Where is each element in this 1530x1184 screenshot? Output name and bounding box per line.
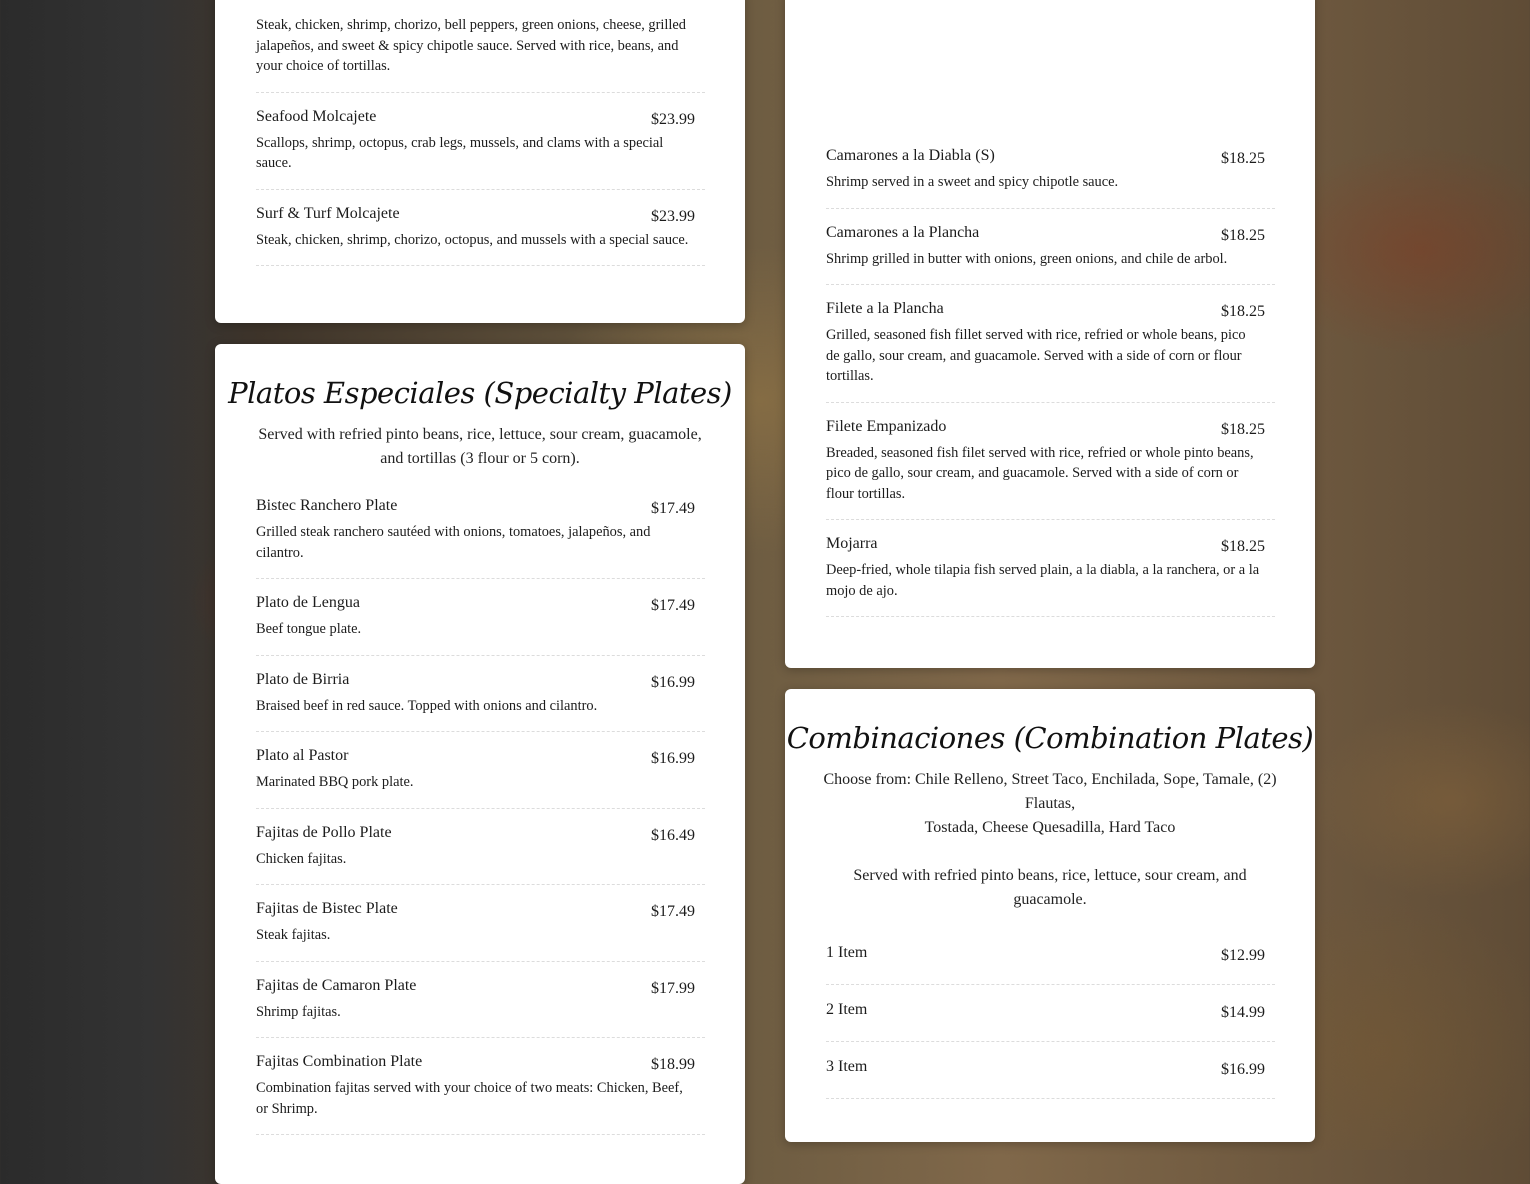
item-price: $16.99 <box>651 750 695 767</box>
item-name: Plato de Birria <box>256 670 350 688</box>
combo-item-list <box>826 928 1275 1099</box>
item-price: $16.49 <box>651 826 695 844</box>
item-description: Shrimp served in a sweet and spicy chipotle sauce. <box>826 174 1119 190</box>
section-title: Combinaciones (Combination Plates) <box>786 721 1314 755</box>
item-price: $12.99 <box>1221 947 1265 964</box>
item-description: Steak, chicken, shrimp, chorizo, octopus, and mussels with a special sauce. <box>256 231 689 248</box>
item-name: Filete Empanizado <box>826 417 947 435</box>
section-intro <box>245 423 715 471</box>
intro-choices-continued: Tostada, Cheese Quesadilla, Hard Taco <box>924 819 1176 836</box>
section-title: Platos Especiales (Specialty Plates) <box>228 376 732 410</box>
combination-plates-card <box>785 689 1315 1142</box>
item-price: $14.99 <box>1221 1004 1265 1021</box>
item-description: Shrimp fajitas. <box>256 1003 341 1020</box>
menu-item <box>826 209 1275 286</box>
item-price: $18.25 <box>1221 420 1265 438</box>
item-description: Marinated BBQ pork plate. <box>256 774 414 790</box>
item-description: Grilled, seasoned fish fillet served with rice, refried or whole beans, pico de gallo, sour cream, and guacamole. Served with a side of corn or flour tortillas. <box>826 327 1246 384</box>
specialty-item-list <box>256 482 705 1135</box>
intro-text: Served with refried pinto beans, rice, lettuce, sour cream, guacamole, and tortillas (3 flour or 5 corn). <box>258 426 702 467</box>
item-name: Plato al Pastor <box>256 747 349 764</box>
item-name: Camarones a la Diabla (S) <box>826 147 995 164</box>
item-description: Scallops, shrimp, octopus, crab legs, mussels, and clams with a special sauce. <box>256 134 664 171</box>
menu-item <box>256 885 705 962</box>
item-name: Camarones a la Plancha <box>826 223 980 241</box>
item-price: $23.99 <box>651 207 695 225</box>
item-name: Filete a la Plancha <box>826 300 944 317</box>
item-price: $17.49 <box>651 597 695 614</box>
item-name: Fajitas de Camaron Plate <box>256 976 417 994</box>
item-description: Combination fajitas served with your choice of two meats: Chicken, Beef, or Shrimp. <box>256 1080 683 1117</box>
item-name: Seafood Molcajete <box>256 107 377 125</box>
item-description: Chicken fajitas. <box>256 850 347 867</box>
item-name: Fajitas Combination Plate <box>256 1053 423 1070</box>
item-name: Plato de Lengua <box>256 594 360 611</box>
menu-item <box>256 190 705 267</box>
seafood-item-list <box>826 132 1275 617</box>
menu-item <box>256 962 705 1039</box>
intro-choices: Choose from: Chile Relleno, Street Taco, Enchilada, Sope, Tamale, (2) Flautas, <box>823 771 1277 812</box>
menu-item <box>826 1042 1275 1099</box>
menu-item <box>256 579 705 656</box>
item-price: $18.99 <box>651 1056 695 1073</box>
item-name: Fajitas de Pollo Plate <box>256 823 392 841</box>
menu-item <box>826 985 1275 1042</box>
molcajete-item-list <box>256 0 705 266</box>
item-price: $17.49 <box>651 500 695 517</box>
item-name: Fajitas de Bistec Plate <box>256 900 398 917</box>
item-description: Deep-fried, whole tilapia fish served plain, a la diabla, a la ranchera, or a la mojo de ajo. <box>826 562 1260 599</box>
item-description: Grilled steak ranchero sautéed with onions, tomatoes, jalapeños, and cilantro. <box>256 524 651 561</box>
menu-item <box>826 285 1275 403</box>
item-description: Beef tongue plate. <box>256 621 362 637</box>
seafood-card <box>785 0 1315 668</box>
menu-item <box>256 732 705 809</box>
menu-item <box>826 928 1275 985</box>
menu-item <box>256 1038 705 1135</box>
menu-item <box>256 809 705 886</box>
item-description: Breaded, seasoned fish filet served with rice, refried or whole pinto beans, pico de gallo, sour cream, and guacamole. Served with a side of corn or flour tortillas. <box>826 444 1254 502</box>
item-price: $18.25 <box>1221 226 1265 244</box>
item-price: $18.25 <box>1221 303 1265 320</box>
item-price: $17.99 <box>651 979 695 997</box>
item-name: 3 Item <box>826 1058 868 1075</box>
item-price: $18.25 <box>1221 150 1265 167</box>
item-name: Mojarra <box>826 535 878 552</box>
item-description: Braised beef in red sauce. Topped with onions and cilantro. <box>256 697 598 714</box>
item-name: 1 Item <box>826 944 868 961</box>
item-price: $18.25 <box>1221 538 1265 555</box>
menu-item <box>826 132 1275 209</box>
item-name: Surf & Turf Molcajete <box>256 204 400 222</box>
menu-item <box>256 482 705 579</box>
item-price: $23.99 <box>651 110 695 128</box>
menu-item <box>826 520 1275 617</box>
item-name: Bistec Ranchero Plate <box>256 497 398 514</box>
menu-item <box>256 656 705 733</box>
item-description: Shrimp grilled in butter with onions, green onions, and chile de arbol. <box>826 250 1228 267</box>
intro-served-with: Served with refried pinto beans, rice, lettuce, sour cream, and guacamole. <box>853 867 1247 908</box>
specialty-plates-card <box>215 344 745 1184</box>
menu-item <box>256 0 705 93</box>
item-name: 2 Item <box>826 1001 868 1018</box>
item-price: $16.99 <box>651 673 695 691</box>
item-price: $16.99 <box>1221 1061 1265 1078</box>
item-price: $17.49 <box>651 903 695 920</box>
molcajete-card <box>215 0 745 323</box>
menu-item <box>256 93 705 190</box>
item-description: Steak fajitas. <box>256 927 331 943</box>
item-description: Steak, chicken, shrimp, chorizo, bell peppers, green onions, cheese, grilled jalapeños, and sweet & spicy chipotle sauce. Served with rice, beans, and your choice of tortillas. <box>256 17 686 74</box>
section-intro <box>815 768 1285 912</box>
menu-item <box>826 403 1275 521</box>
